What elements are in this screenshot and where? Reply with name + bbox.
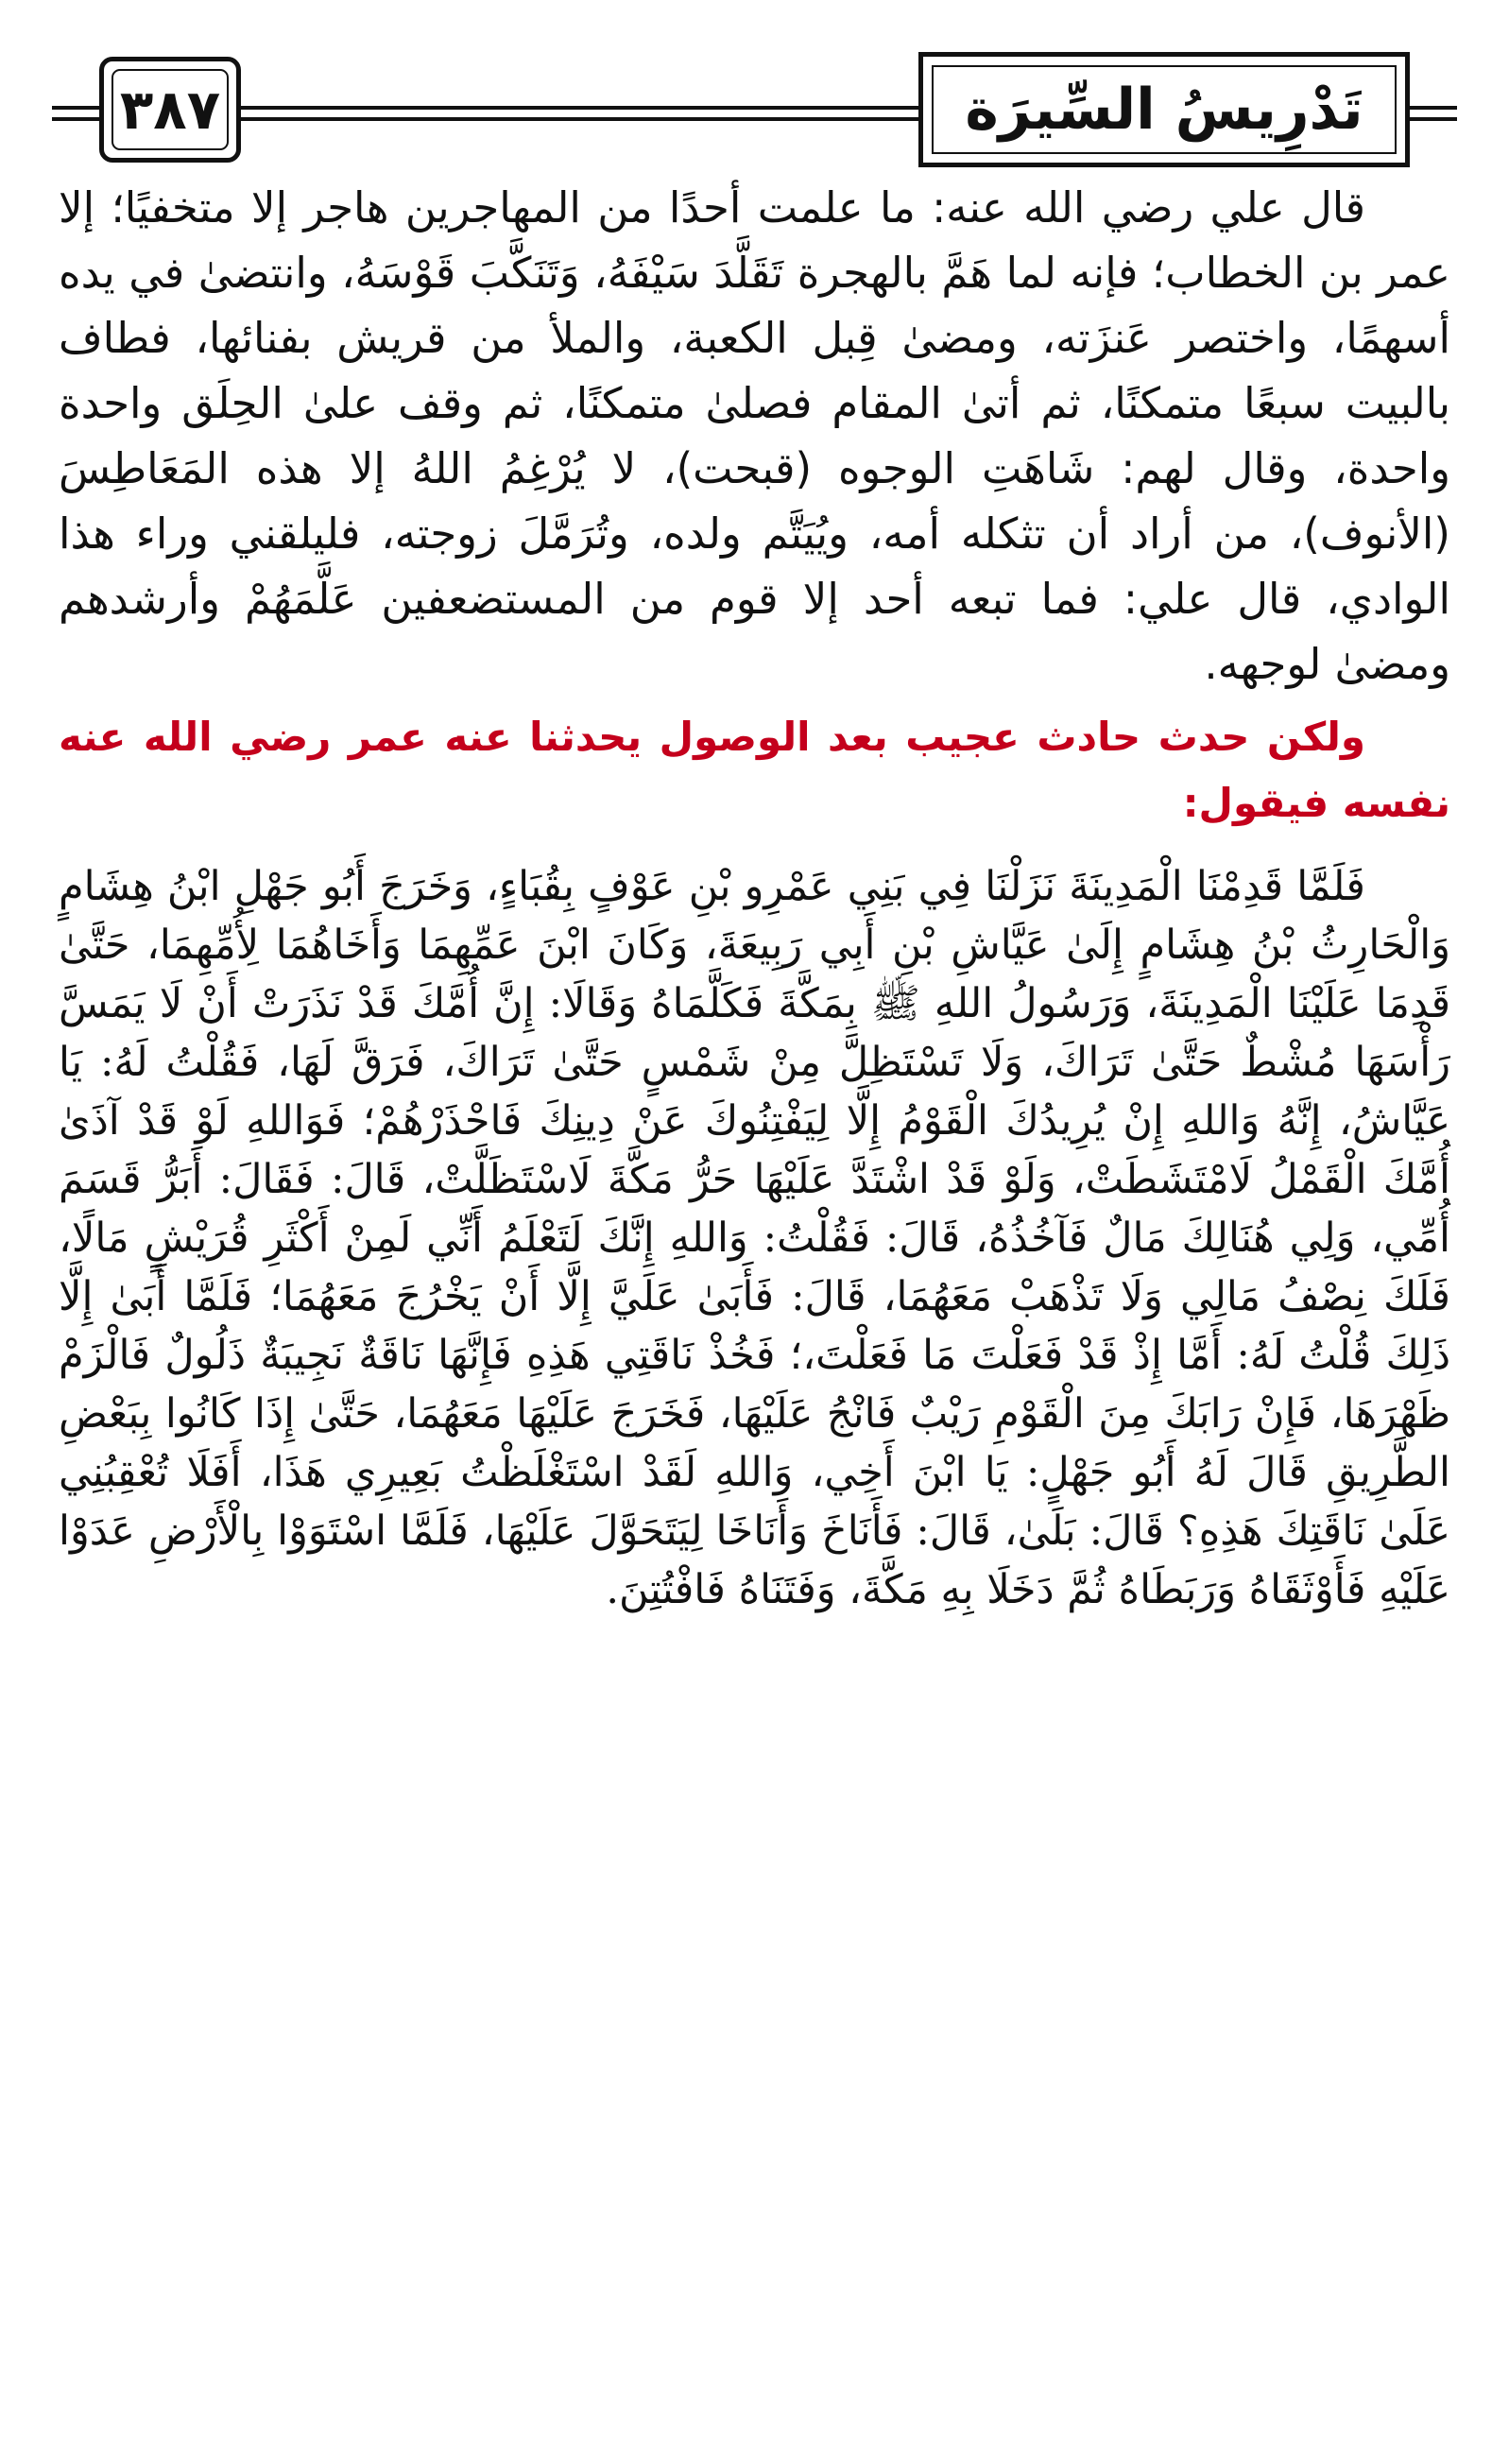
page-number: [99, 57, 241, 163]
page-number-text: ٣٨٧: [119, 78, 221, 142]
book-title: [918, 52, 1410, 167]
red-heading: ولكن حدث حادث عجيب بعد الوصول يحدثنا عنه عمر رضي الله عنه نفسه فيقول:: [59, 714, 1450, 826]
book-title-text: تَدْرِيسُ السِّيرَة: [965, 77, 1363, 143]
page-header: [0, 0, 1509, 165]
page-body: [59, 175, 1450, 1619]
paragraph-ali-narration: قال علي رضي الله عنه: ما علمت أحدًا من المهاجرين هاجر إلا متخفيًا؛ إلا عمر بن الخطاب؛ فإنه لما هَمَّ بالهجرة تَقَلَّدَ سَيْفَهُ، وَتَنَكَّبَ قَوْسَهُ، وانتضىٰ في يده أسهمًا، واختصر عَنزَته، ومضىٰ قِبل الكعبة، والملأ من قريش بفنائها، فطاف بالبيت سبعًا متمكنًا، ثم أتىٰ المقام فصلىٰ متمكنًا، ثم وقف علىٰ الحِلَق واحدة واحدة، وقال لهم: شَاهَتِ الوجوه (قبحت)، لا يُرْغِمُ اللهُ إلا هذه المَعَاطِسَ (الأنوف)، من أراد أن تثكله أمه، ويُيَتَّم ولده، وتُرَمَّلَ زوجته، فليلقني وراء هذا الوادي، قال علي: فما تبعه أحد إلا قوم من المستضعفين عَلَّمَهُمْ وأرشدهم ومضىٰ لوجهه.: [59, 182, 1450, 689]
paragraph-umar-narration: فَلَمَّا قَدِمْنَا الْمَدِينَةَ نَزَلْنَا فِي بَنِي عَمْرِو بْنِ عَوْفٍ بِقُبَاءٍ، وَخَرَجَ أَبُو جَهْلِ ابْنُ هِشَامٍ وَالْحَارِثُ بْنُ هِشَامٍ إِلَىٰ عَيَّاشِ بْنِ أَبِي رَبِيعَةَ، وَكَانَ ابْنَ عَمِّهِمَا وَأَخَاهُمَا لِأُمِّهِمَا، حَتَّىٰ قَدِمَا عَلَيْنَا الْمَدِينَةَ، وَرَسُولُ اللهِ ﷺ بِمَكَّةَ فَكَلَّمَاهُ وَقَالَا: إِنَّ أُمَّكَ قَدْ نَذَرَتْ أَنْ لَا يَمَسَّ رَأْسَهَا مُشْطٌ حَتَّىٰ تَرَاكَ، وَلَا تَسْتَظِلَّ مِنْ شَمْسٍ حَتَّىٰ تَرَاكَ، فَرَقَّ لَهَا، فَقُلْتُ لَهُ: يَا عَيَّاشُ، إِنَّهُ وَاللهِ إِنْ يُرِيدُكَ الْقَوْمُ إِلَّا لِيَفْتِنُوكَ عَنْ دِينِكَ فَاحْذَرْهُمْ؛ فَوَاللهِ لَوْ قَدْ آذَىٰ أُمَّكَ الْقَمْلُ لَامْتَشَطَتْ، وَلَوْ قَدْ اشْتَدَّ عَلَيْهَا حَرُّ مَكَّةَ لَاسْتَظَلَّتْ، قَالَ: فَقَالَ: أَبَرُّ قَسَمَ أُمِّي، وَلِي هُنَالِكَ مَالٌ فَآخُذُهُ، قَالَ: فَقُلْتُ: وَاللهِ إِنَّكَ لَتَعْلَمُ أَنِّي لَمِنْ أَكْثَرِ قُرَيْشٍ مَالًا، فَلَكَ نِصْفُ مَالِي وَلَا تَذْهَبْ مَعَهُمَا، قَالَ: فَأَبَىٰ عَلَيَّ إِلَّا أَنْ يَخْرُجَ مَعَهُمَا؛ فَلَمَّا أَبَىٰ إِلَّا ذَلِكَ قُلْتُ لَهُ: أَمَّا إِذْ قَدْ فَعَلْتَ مَا فَعَلْتَ،؛ فَخُذْ نَاقَتِي هَذِهِ فَإِنَّهَا نَاقَةٌ نَجِيبَةٌ ذَلُولٌ فَالْزَمْ ظَهْرَهَا، فَإِنْ رَابَكَ مِنَ الْقَوْمِ رَيْبٌ فَانْجُ عَلَيْهَا، فَخَرَجَ عَلَيْهَا مَعَهُمَا، حَتَّىٰ إِذَا كَانُوا بِبَعْضِ الطَّرِيقِ قَالَ لَهُ أَبُو جَهْلٍ: يَا ابْنَ أَخِي، وَاللهِ لَقَدْ اسْتَغْلَظْتُ بَعِيرِي هَذَا، أَفَلَا تُعْقِبُنِي عَلَىٰ نَاقَتِكَ هَذِهِ؟ قَالَ: بَلَىٰ، قَالَ: فَأَنَاخَ وَأَنَاخَا لِيَتَحَوَّلَ عَلَيْهَا، فَلَمَّا اسْتَوَوْا بِالْأَرْضِ عَدَوْا عَلَيْهِ فَأَوْثَقَاهُ وَرَبَطَاهُ ثُمَّ دَخَلَا بِهِ مَكَّةَ، وَفَتَنَاهُ فَافْتُتِنَ.: [59, 863, 1450, 1613]
